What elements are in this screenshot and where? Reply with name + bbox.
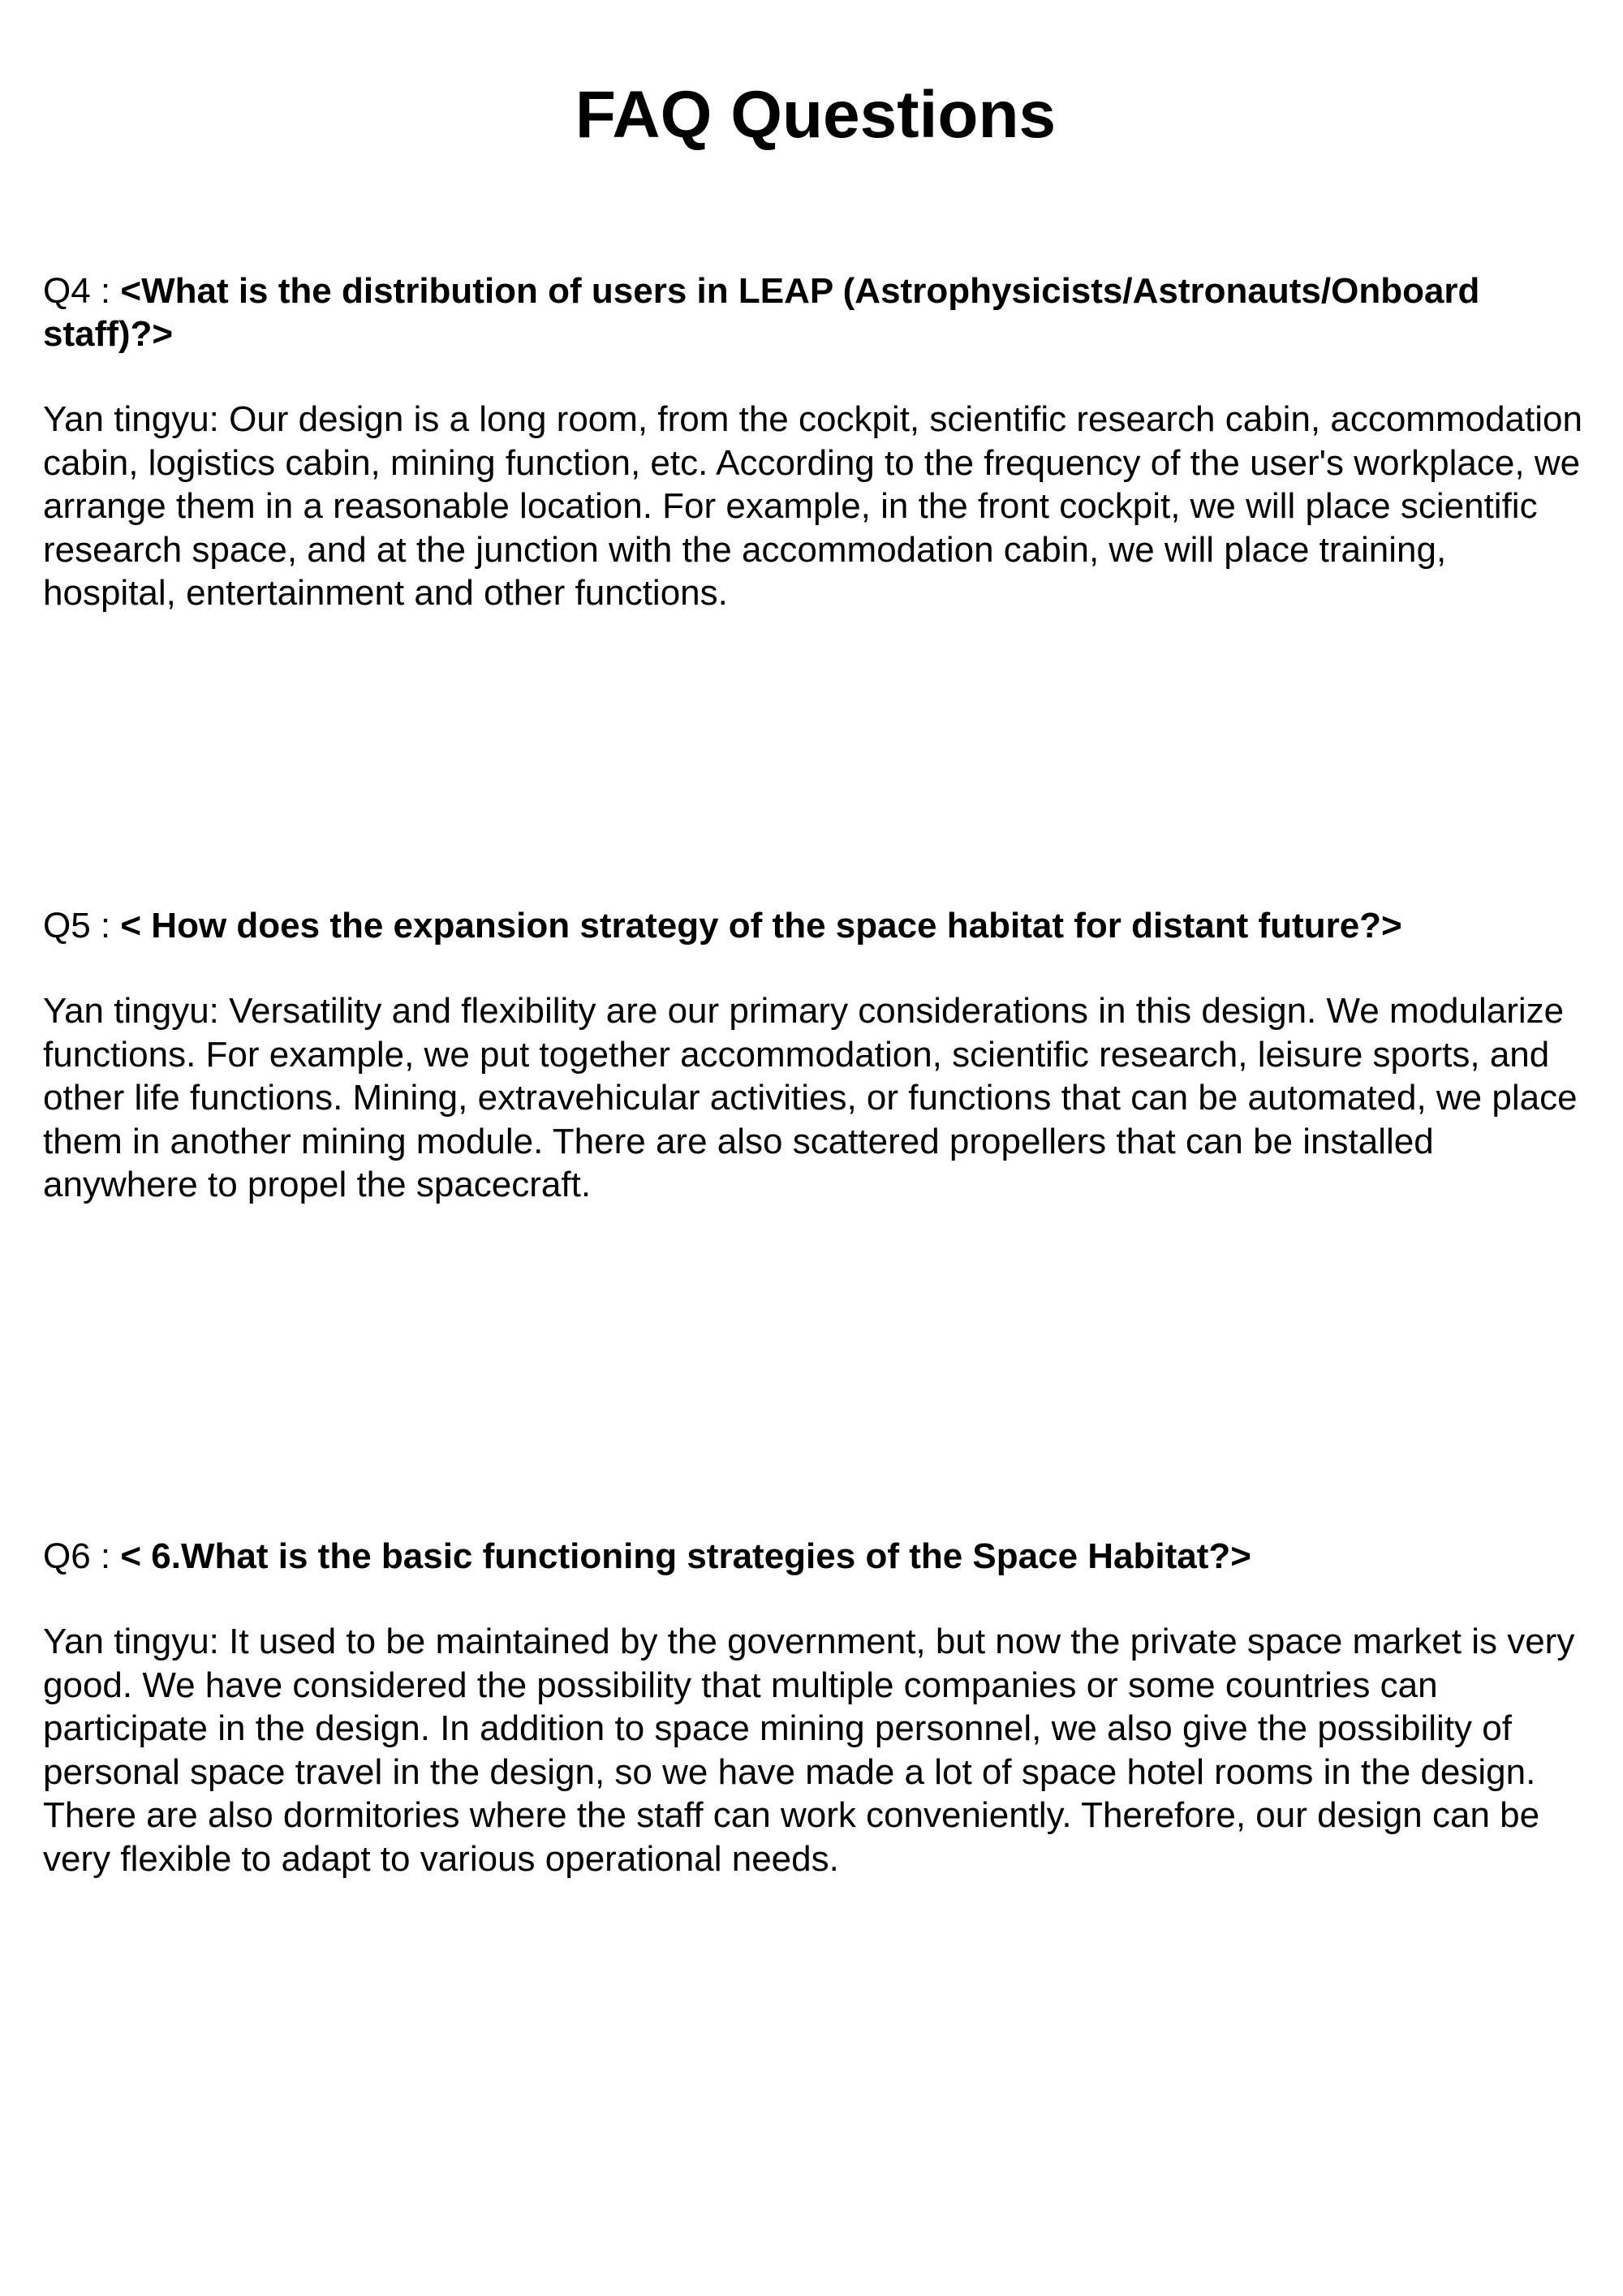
question-text: <What is the distribution of users in LEAP (Astrophysicists/Astronauts/Onboard staff)?> (43, 271, 1480, 354)
question-text: < How does the expansion strategy of the space habitat for distant future?> (120, 906, 1402, 946)
question-text: < 6.What is the basic functioning strategies of the Space Habitat?> (120, 1536, 1251, 1576)
question-number: Q6 : (43, 1536, 121, 1576)
faq-item-q6 (43, 1535, 1585, 1880)
faq-question (43, 269, 1569, 355)
page-title: FAQ Questions (575, 78, 1057, 152)
faq-item-q4 (43, 269, 1585, 615)
question-number: Q4 : (43, 271, 121, 311)
faq-question (43, 904, 1569, 947)
question-number: Q5 : (43, 906, 121, 946)
faq-answer: Yan tingyu: It used to be maintained by the government, but now the private space market is very good. We have considered the possibility that multiple companies or some countries can participate in the design. In addition to space mining personnel, we also give the possibility of personal space travel in the design, so we have made a lot of space hotel rooms in the design. There are also dormitories where the staff can work conveniently. Therefore, our design can be very flexible to adapt to various operational needs. (43, 1622, 1575, 1879)
faq-item-q5 (43, 904, 1585, 1207)
faq-answer: Yan tingyu: Our design is a long room, from the cockpit, scientific research cabin, accommodation cabin, logistics cabin, mining function, etc. According to the frequency of the user's workplace, we arrange them in a reasonable location. For example, in the front cockpit, we will place scientific research space, and at the junction with the accommodation cabin, we will place training, hospital, entertainment and other functions. (43, 399, 1582, 613)
faq-question (43, 1535, 1569, 1578)
faq-answer: Yan tingyu: Versatility and flexibility are our primary considerations in this design. We modularize functions. For example, we put together accommodation, scientific research, leisure sports, and other life functions. Mining, extravehicular activities, or functions that can be automated, we place them in another mining module. There are also scattered propellers that can be installed anywhere to propel the spacecraft. (43, 991, 1578, 1204)
